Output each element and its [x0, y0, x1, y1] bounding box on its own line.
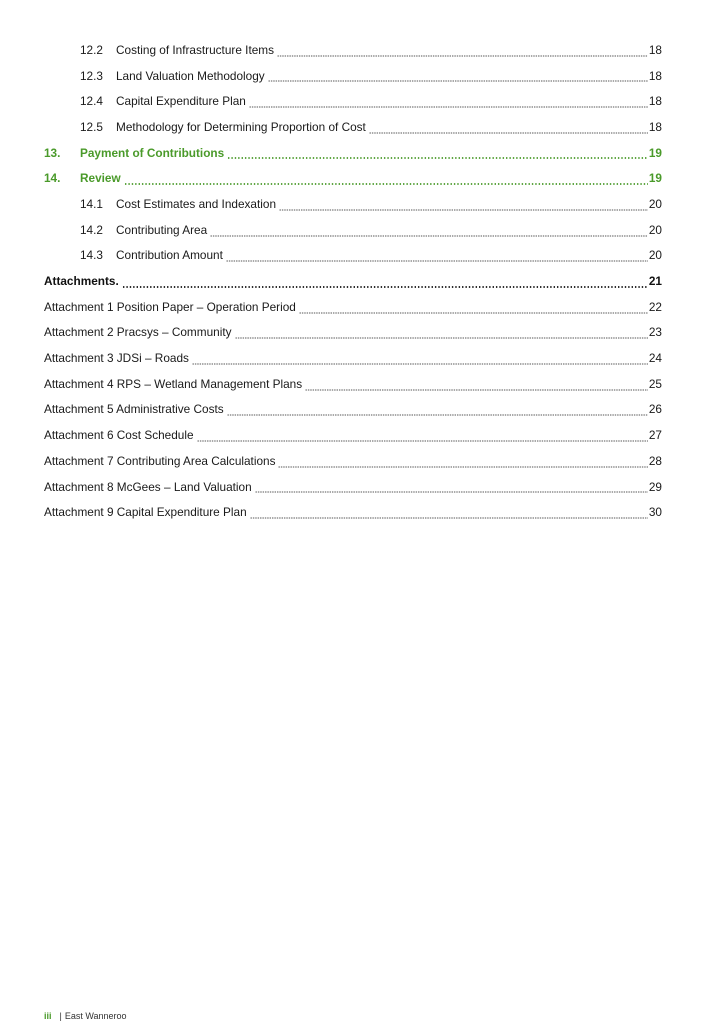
- toc-entry-14-3[interactable]: [44, 243, 662, 269]
- toc-attachment-title: Attachment 3 JDSi – Roads: [44, 351, 189, 366]
- dot-leader: [192, 354, 648, 365]
- toc-attachment-page: 22: [648, 299, 662, 314]
- toc-entry-page: 18: [648, 94, 662, 109]
- toc-entry-14-2[interactable]: [44, 217, 662, 243]
- toc-section-number: 13.: [44, 145, 61, 160]
- dot-leader: [255, 482, 648, 493]
- footer-separator: |: [59, 1011, 62, 1021]
- toc-attachment-page: 27: [648, 428, 662, 443]
- toc-attachment-7[interactable]: [44, 448, 662, 474]
- dot-leader: [210, 226, 648, 237]
- toc-entry-12-5[interactable]: [44, 114, 662, 140]
- footer-document-title: East Wanneroo: [64, 1011, 127, 1021]
- toc-attachment-3[interactable]: [44, 345, 662, 371]
- page-footer: [44, 1011, 127, 1021]
- toc-entry-title: Contributing Area: [116, 222, 208, 237]
- toc-attachment-page: 28: [648, 453, 662, 468]
- dot-leader: [226, 251, 648, 262]
- toc-entry-number: 12.3: [80, 68, 103, 83]
- dot-leader: [299, 303, 648, 314]
- toc-entry-page: 20: [648, 248, 662, 263]
- footer-page-number: iii: [44, 1011, 52, 1021]
- toc-entry-14-1[interactable]: [44, 191, 662, 217]
- toc-attachments-heading[interactable]: [44, 268, 662, 294]
- toc-section-13[interactable]: [44, 140, 662, 166]
- toc-attachment-title: Attachment 9 Capital Expenditure Plan: [44, 505, 247, 520]
- toc-attachment-page: 24: [648, 351, 662, 366]
- dot-leader: [278, 457, 647, 468]
- toc-section-number: 14.: [44, 171, 61, 186]
- dot-leader: [369, 123, 648, 134]
- toc-attachment-title: Attachment 2 Pracsys – Community: [44, 325, 232, 340]
- toc-entry-number: 14.2: [80, 222, 103, 237]
- dot-leader: [268, 71, 648, 82]
- toc-entry-title: Costing of Infrastructure Items: [116, 42, 275, 57]
- dot-leader: [227, 405, 648, 416]
- toc-section-14[interactable]: [44, 165, 662, 191]
- toc-entry-page: 18: [648, 68, 662, 83]
- toc-entry-page: 20: [648, 196, 662, 211]
- toc-section-page: 19: [648, 171, 662, 186]
- toc-attachment-6[interactable]: [44, 422, 662, 448]
- dot-leader: [235, 328, 648, 339]
- toc-section-title: Payment of Contributions: [80, 145, 225, 160]
- toc-attachment-2[interactable]: [44, 320, 662, 346]
- toc-entry-number: 12.2: [80, 42, 103, 57]
- toc-section-title: Review: [80, 171, 121, 186]
- toc-attachments-title: Attachments.: [44, 274, 119, 289]
- toc-attachment-4[interactable]: [44, 371, 662, 397]
- table-of-contents: [44, 37, 662, 525]
- toc-attachment-1[interactable]: [44, 294, 662, 320]
- dot-leader: [249, 97, 648, 108]
- toc-entry-title: Contribution Amount: [116, 248, 223, 263]
- dot-leader: [279, 200, 648, 211]
- toc-entry-title: Cost Estimates and Indexation: [116, 196, 277, 211]
- toc-entry-title: Capital Expenditure Plan: [116, 94, 246, 109]
- toc-attachment-title: Attachment 1 Position Paper – Operation Period: [44, 299, 296, 314]
- toc-entry-title: Methodology for Determining Proportion of Cost: [116, 119, 366, 134]
- dot-leader: [277, 46, 648, 57]
- toc-entry-12-4[interactable]: [44, 88, 662, 114]
- dot-leader: [305, 380, 648, 391]
- toc-entry-title: Land Valuation Methodology: [116, 68, 265, 83]
- toc-entry-page: 18: [648, 119, 662, 134]
- toc-attachment-9[interactable]: [44, 499, 662, 525]
- toc-entry-page: 18: [648, 42, 662, 57]
- toc-attachment-title: Attachment 8 McGees – Land Valuation: [44, 479, 252, 494]
- toc-attachment-title: Attachment 5 Administrative Costs: [44, 402, 224, 417]
- toc-attachment-title: Attachment 7 Contributing Area Calculations: [44, 453, 276, 468]
- toc-attachment-5[interactable]: [44, 397, 662, 423]
- toc-attachment-title: Attachment 4 RPS – Wetland Management Plans: [44, 376, 303, 391]
- dot-leader: [122, 277, 648, 288]
- dot-leader: [124, 174, 648, 185]
- toc-entry-12-2[interactable]: [44, 37, 662, 63]
- toc-attachments-page: 21: [648, 274, 662, 289]
- toc-attachment-page: 29: [648, 479, 662, 494]
- toc-attachment-page: 25: [648, 376, 662, 391]
- toc-attachment-8[interactable]: [44, 474, 662, 500]
- toc-attachment-page: 23: [648, 325, 662, 340]
- toc-entry-page: 20: [648, 222, 662, 237]
- dot-leader: [227, 148, 648, 159]
- toc-attachment-page: 30: [648, 505, 662, 520]
- toc-entry-number: 12.5: [80, 119, 103, 134]
- toc-entry-number: 14.3: [80, 248, 103, 263]
- toc-entry-number: 12.4: [80, 94, 103, 109]
- toc-entry-12-3[interactable]: [44, 63, 662, 89]
- dot-leader: [250, 508, 648, 519]
- toc-entry-number: 14.1: [80, 196, 103, 211]
- dot-leader: [197, 431, 648, 442]
- toc-attachment-title: Attachment 6 Cost Schedule: [44, 428, 194, 443]
- toc-section-page: 19: [648, 145, 662, 160]
- toc-attachment-page: 26: [648, 402, 662, 417]
